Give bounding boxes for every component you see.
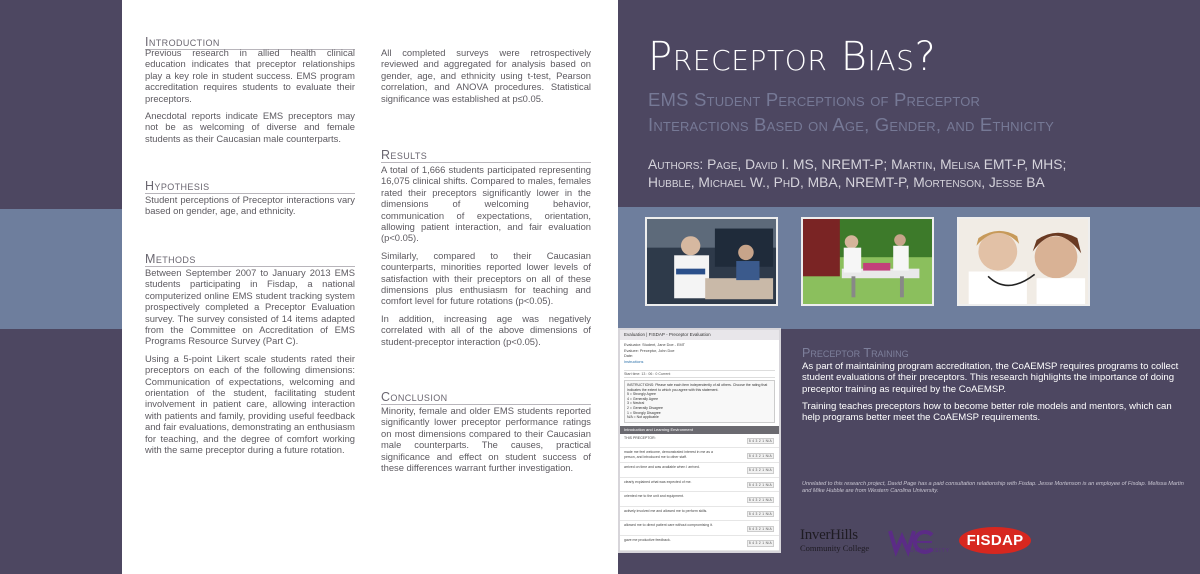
question-text: clearly explained what was expected of me. bbox=[624, 479, 692, 484]
rating-scale[interactable]: 5 4 3 2 1 N/A bbox=[748, 497, 772, 502]
form-section-header: Introduction and Learning Environment bbox=[620, 426, 779, 434]
results-paragraph: In addition, increasing age was negatively correlated with all of the above dimensions of student-preceptor interaction (p<0.05). bbox=[381, 312, 591, 347]
methods-heading: Methods bbox=[145, 253, 355, 267]
date-label: Date: bbox=[624, 354, 634, 358]
question-text: oriented me to the unit and equipment. bbox=[624, 494, 684, 499]
hypothesis-body bbox=[145, 194, 355, 223]
rating-scale[interactable]: 5 4 3 2 1 N/A bbox=[748, 512, 772, 517]
fisdap-logo-name: FISDAP bbox=[959, 527, 1031, 554]
instruction-line: 1 = Strongly Disagree bbox=[627, 410, 661, 415]
rating-scale[interactable]: 5 4 3 2 1 N/A bbox=[748, 453, 772, 458]
authors-line: Authors: Page, David I. MS, NREMT-P; Martin, Melisa EMT-P, MHS; bbox=[648, 157, 1067, 172]
evaluator-label: Evaluator: Student, Jane Doe - EMT bbox=[624, 343, 685, 347]
hypothesis-paragraph: Student perceptions of Preceptor interactions vary based on gender, age, and ethnicity. bbox=[145, 194, 355, 217]
photo-ambulance-interior bbox=[645, 217, 778, 306]
subtitle-line: Interactions Based on Age, Gender, and Ethnicity bbox=[648, 114, 1054, 135]
inver-hills-logo bbox=[800, 527, 880, 557]
form-question-row bbox=[620, 521, 779, 536]
results-paragraph: A total of 1,666 students participated representing 16,075 clinical shifts. Compared to males, females rated their preceptors significantly lower in the dimensions of welcoming behavior, communication of expectations, orientation, allowing patient interaction, and fair evaluation (p<0.05). bbox=[381, 164, 591, 244]
disclosure-note: Unrelated to this research project, David Page has a paid consultation relationship with Fisdap. Jesse Mortenson is an employee of Fisdap. Melissa Martin and Mike Hubble are from Western Carolina University. bbox=[802, 481, 1184, 495]
rating-scale[interactable]: 5 4 3 2 1 N/A bbox=[748, 468, 772, 473]
left-margin-band bbox=[0, 0, 122, 209]
subtitle-line: EMS Student Perceptions of Preceptor bbox=[648, 89, 981, 110]
preceptor-training-paragraph: Training teaches preceptors how to become better role models and mentors, which can help programs better meet the CoAEMSP requirements. bbox=[802, 400, 1172, 424]
introduction-heading: Introduction bbox=[145, 36, 355, 50]
inver-hills-logo-sub: Community College bbox=[800, 543, 870, 553]
question-text: arrived on time and was available when I arrived. bbox=[624, 464, 700, 469]
question-text: made me feel welcome, demonstrated interest in me as a person, and introduced me to other staff. bbox=[624, 450, 713, 459]
form-question-row bbox=[620, 536, 779, 551]
question-text: allowed me to direct patient care without compromising it. bbox=[624, 523, 713, 528]
conclusion-heading: Conclusion bbox=[381, 391, 591, 405]
inver-hills-logo-name: InverHills bbox=[800, 527, 858, 543]
left-accent-band bbox=[0, 209, 122, 329]
methods-paragraph: All completed surveys were retrospectively reviewed and aggregated for analysis based on gender, age, and ethnicity using t-test, Pearson correlation, and ANOVA procedures. Statistical significance was established at p≤0.05. bbox=[381, 47, 591, 104]
rating-scale[interactable]: 5 4 3 2 1 N/A bbox=[748, 541, 772, 546]
start-time-bar: Start time: 13 : 06 : 0 Current bbox=[624, 370, 775, 378]
form-question-row bbox=[620, 478, 779, 493]
evaluation-form-meta bbox=[620, 340, 779, 368]
preceptor-training-paragraph: As part of maintaining program accreditation, the CoAEMSP requires programs to collect student evaluations of their preceptors. This research highlights the importance of doing preceptor training as required by the CoAEMSP. bbox=[802, 361, 1179, 395]
instruction-line: 3 = Neutral bbox=[627, 401, 645, 406]
question-text: gave me productive feedback. bbox=[624, 537, 671, 542]
methods-paragraph: Using a 5-point Likert scale students rated their preceptors on each of the following dimensions: Communication of expectations, welcoming and orientation of the student, facilitating student involvement in patient care, allowing interaction with patients and family, providing useful feedback and fair evaluations, demonstrating an enthusiasm for teaching, and the degree of comfort working with the same preceptor during a future rotation. bbox=[145, 352, 355, 456]
introduction-paragraph: Previous research in allied health clinical education indicates that preceptor relationships play a key role in student success. EMS program accreditation requires students to evaluate their preceptors. bbox=[145, 47, 355, 104]
rating-scale[interactable]: 5 4 3 2 1 N/A bbox=[748, 482, 772, 487]
hypothesis-heading: Hypothesis bbox=[145, 180, 355, 194]
preceptor-training-body bbox=[802, 361, 1190, 429]
poster-title: Preceptor Bias? bbox=[648, 34, 937, 80]
photo-icon bbox=[959, 219, 1088, 304]
conclusion-body bbox=[381, 405, 591, 479]
conclusion-paragraph: Minority, female and older EMS students reported significantly lower preceptor performance ratings on most dimensions compared to their Caucasian male counterparts. The causes, practical significance and effect on student success of these differences warrant further investigation. bbox=[381, 405, 591, 474]
instruction-line: 5 = Strongly Agree bbox=[627, 392, 656, 397]
authors-line: Hubble, Michael W., PhD, MBA, NREMT-P, Mortenson, Jesse BA bbox=[648, 175, 1045, 190]
wcu-logo-sub: UNIVERSITY bbox=[910, 548, 951, 554]
rating-instructions bbox=[624, 380, 775, 423]
photo-stethoscope-exam bbox=[957, 217, 1090, 306]
photo-stretcher-scene bbox=[801, 217, 934, 306]
evaluation-form-screenshot bbox=[618, 328, 781, 553]
subsection-text: THIS PRECEPTOR: bbox=[624, 435, 656, 440]
form-question-row bbox=[620, 492, 779, 507]
methods-paragraph: Between September 2007 to January 2013 EMS students participating in Fisdap, a national computerized online EMS student tracking system prospectively completed a Preceptor Evaluation survey. The survey consisted of 14 items adapted from the Committee on Accreditation of EMS Programs Resource Survey (Part C). bbox=[145, 267, 355, 347]
instruction-line: 2 = Generally Disagree bbox=[627, 405, 663, 410]
fisdap-logo bbox=[959, 527, 1031, 554]
results-body bbox=[381, 164, 591, 353]
rating-scale[interactable]: 5 4 3 2 1 N/A bbox=[748, 526, 772, 531]
introduction-body bbox=[145, 47, 355, 150]
preceptor-training-heading: Preceptor Training bbox=[802, 346, 909, 360]
form-question-row bbox=[620, 448, 779, 463]
instruction-line: INSTRUCTIONS: Please rate each item independently of all others. Choose the rating that indicates the extent to which you agree with this statement. bbox=[627, 383, 768, 392]
wcu-logo bbox=[888, 527, 952, 557]
methods-continued-body bbox=[381, 47, 591, 110]
rating-scale[interactable]: 5 4 3 2 1 N/A bbox=[748, 439, 772, 444]
results-heading: Results bbox=[381, 149, 591, 163]
results-paragraph: Similarly, compared to their Caucasian counterparts, minorities reported lower levels of satisfaction with their preceptors on all of these dimensions plus enthusiasm for teaching and comfort level for future rotations (p<0.05). bbox=[381, 249, 591, 307]
introduction-paragraph: Anecdotal reports indicate EMS preceptors may not be as welcoming of diverse and female students as their Caucasian male counterparts. bbox=[145, 110, 355, 144]
instruction-line: N/A = Not applicable bbox=[627, 415, 659, 420]
evaluation-form-header: Evaluation | FISDAP - Preceptor Evaluation bbox=[620, 330, 779, 340]
poster-subtitle bbox=[648, 87, 1188, 137]
form-question-row bbox=[620, 463, 779, 478]
instructions-link[interactable]: Instructions bbox=[624, 359, 644, 364]
form-subsection-label bbox=[620, 434, 779, 449]
methods-body bbox=[145, 267, 355, 462]
question-text: actively involved me and allowed me to perform skills. bbox=[624, 508, 708, 513]
evaluee-label: Evaluee: Preceptor, John Doe bbox=[624, 348, 675, 353]
photo-icon bbox=[803, 219, 932, 304]
poster-authors bbox=[648, 156, 1188, 192]
photo-icon bbox=[647, 219, 776, 304]
instruction-line: 4 = Generally Agree bbox=[627, 396, 659, 401]
form-question-row bbox=[620, 507, 779, 522]
